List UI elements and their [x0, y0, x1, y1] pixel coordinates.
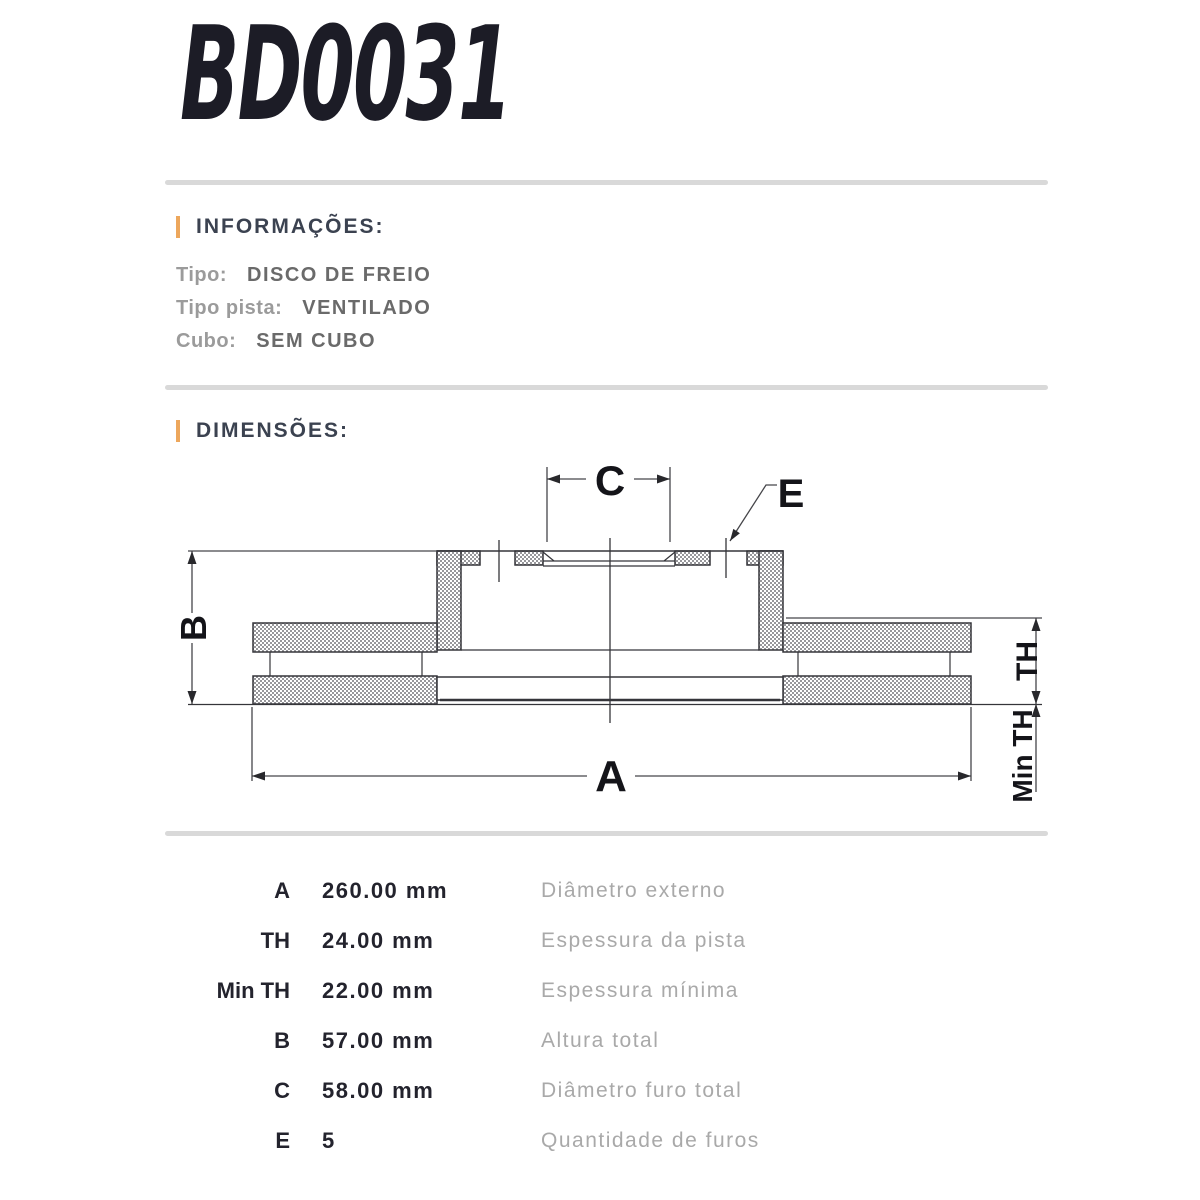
table-row: [165, 1066, 1048, 1116]
dim-value: 260.00 mm: [322, 878, 449, 903]
dim-key: TH: [260, 928, 290, 953]
dimensions-table: [165, 866, 1048, 1166]
dim-key: C: [274, 1078, 290, 1103]
info-value: VENTILADO: [302, 297, 432, 319]
dim-desc: Espessura mínima: [541, 979, 739, 1002]
dim-key: Min TH: [216, 978, 290, 1003]
dim-desc: Diâmetro externo: [541, 879, 727, 902]
info-label: Tipo pista:: [176, 297, 283, 319]
part-number-title: BD0031: [180, 0, 511, 150]
dim-label-min-th: Min TH: [1007, 709, 1038, 803]
dim-desc: Espessura da pista: [541, 929, 747, 952]
dimensions-section-title: DIMENSÕES:: [196, 419, 350, 442]
info-value: SEM CUBO: [256, 330, 377, 352]
dim-label-th: TH: [1011, 641, 1044, 681]
dim-label-a: A: [595, 752, 627, 801]
dim-value: 22.00 mm: [322, 978, 435, 1003]
info-value: DISCO DE FREIO: [247, 264, 432, 286]
table-row: [165, 1116, 1048, 1166]
info-label: Cubo:: [176, 330, 237, 352]
info-label: Tipo:: [176, 264, 228, 286]
dim-desc: Quantidade de furos: [541, 1129, 760, 1152]
dim-value: 57.00 mm: [322, 1028, 435, 1053]
dim-key: E: [275, 1128, 290, 1153]
dim-label-c: C: [594, 457, 626, 504]
table-row: [165, 966, 1048, 1016]
dim-key: B: [274, 1028, 290, 1053]
table-row: [165, 916, 1048, 966]
dim-desc: Altura total: [541, 1029, 660, 1052]
info-section-title: INFORMAÇÕES:: [196, 215, 385, 238]
dim-label-e: E: [777, 472, 805, 516]
dim-key: A: [274, 878, 290, 903]
table-row: [165, 866, 1048, 916]
dim-value: 5: [322, 1128, 336, 1153]
table-row: [165, 1016, 1048, 1066]
dim-desc: Diâmetro furo total: [541, 1079, 743, 1102]
dim-label-b: B: [173, 615, 214, 641]
dim-value: 58.00 mm: [322, 1078, 435, 1103]
dim-value: 24.00 mm: [322, 928, 435, 953]
